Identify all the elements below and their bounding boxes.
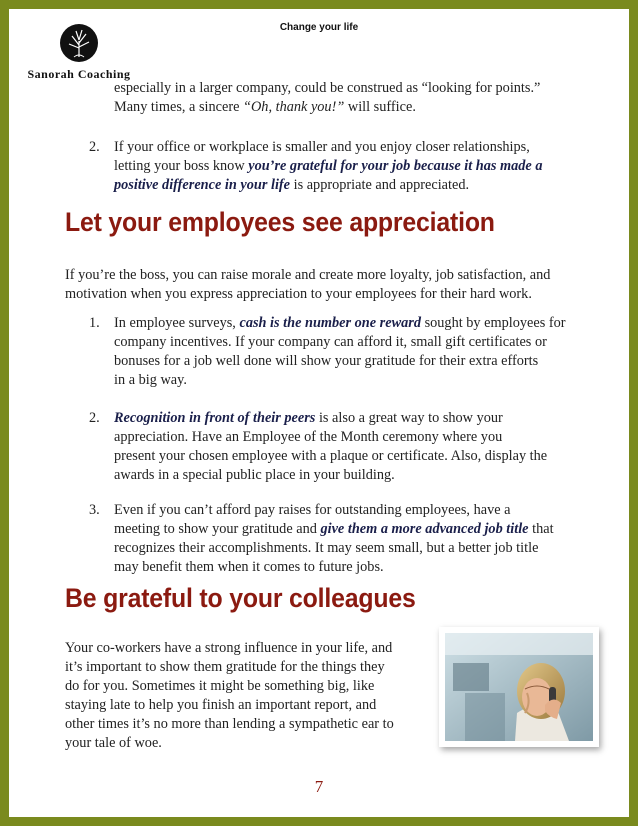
continuation-line-1: especially in a larger company, could be construed as “looking for points.” <box>114 80 541 96</box>
list-item <box>114 501 554 577</box>
list-item-line: In employee surveys, <box>114 315 240 331</box>
list-item-line: meeting to show your gratitude and <box>114 521 321 537</box>
list-item-line: recognizes their accomplishments. It may seem small, but a better job title <box>114 540 539 556</box>
list-item-line: may benefit them when it comes to future jobs. <box>114 559 384 575</box>
list-number: 3. <box>89 502 100 518</box>
intro-line: If you’re the boss, you can raise morale and create more loyalty, job satisfaction, and <box>65 267 551 283</box>
paragraph-line: Your co-workers have a strong influence in your life, and <box>65 640 393 656</box>
logo <box>19 23 139 83</box>
emphasis-text: cash is the number one reward <box>239 315 421 331</box>
list-number: 2. <box>89 139 100 155</box>
list-item-line: present your chosen employee with a plaque or certificate. Also, display the <box>114 448 548 464</box>
list-item <box>114 409 547 485</box>
list-item-line: is also a great way to show your <box>315 410 503 426</box>
section-heading: Let your employees see appreciation <box>65 207 495 237</box>
section-heading: Be grateful to your colleagues <box>65 583 416 613</box>
paragraph-line: it’s important to show them gratitude for the things they <box>65 659 385 675</box>
paragraph-line: staying late to help you finish an important report, and <box>65 697 377 713</box>
woman-on-phone-photo <box>439 627 599 747</box>
list-item-line: company incentives. If your company can afford it, small gift certificates or <box>114 334 547 350</box>
paragraph-line: other times it’s no more than lending a sympathetic ear to <box>65 716 394 732</box>
emphasis-text: Recognition in front of their peers <box>114 410 316 426</box>
list-item-line: that <box>528 521 554 537</box>
list-item-line: If your office or workplace is smaller and you enjoy closer relationships, <box>114 139 530 155</box>
intro-line: motivation when you express appreciation to your employees for their hard work. <box>65 286 532 302</box>
page-number: 7 <box>314 777 324 796</box>
list-item-line: appreciation. Have an Employee of the Month ceremony where you <box>114 429 503 445</box>
continuation-line-2b: will suffice. <box>344 99 416 115</box>
list-item <box>114 138 543 195</box>
list-number: 2. <box>89 410 100 426</box>
logo-text: Sanorah Coaching <box>27 67 131 81</box>
list-item-line: Even if you can’t afford pay raises for outstanding employees, have a <box>114 502 511 518</box>
list-item-line: sought by employees for <box>421 315 566 331</box>
emphasis-text: positive difference in your life <box>114 177 291 193</box>
section-intro <box>65 266 550 304</box>
paragraph-line: do for you. Sometimes it might be something big, like <box>65 678 375 694</box>
list-item-line: in a big way. <box>114 372 187 388</box>
logo-tree-icon <box>59 23 99 63</box>
continuation-text <box>114 79 540 117</box>
list-item-line: is appropriate and appreciated. <box>290 177 470 193</box>
list-item-line: letting your boss know <box>114 158 249 174</box>
continuation-line-2a: Many times, a sincere <box>114 99 244 115</box>
emphasis-text: give them a more advanced job title <box>320 521 529 537</box>
list-item-line: awards in a special public place in your building. <box>114 467 395 483</box>
section-paragraph <box>65 639 394 753</box>
photo-image <box>445 633 593 741</box>
list-number: 1. <box>89 315 100 331</box>
list-item <box>114 314 566 390</box>
header-title: Change your life <box>279 22 359 33</box>
paragraph-line: your tale of woe. <box>65 735 162 751</box>
thank-you-quote: “Oh, thank you!” <box>243 99 345 115</box>
list-item-line: bonuses for a job well done will show your gratitude for their extra efforts <box>114 353 539 369</box>
emphasis-text: you’re grateful for your job because it has made a <box>248 158 543 174</box>
